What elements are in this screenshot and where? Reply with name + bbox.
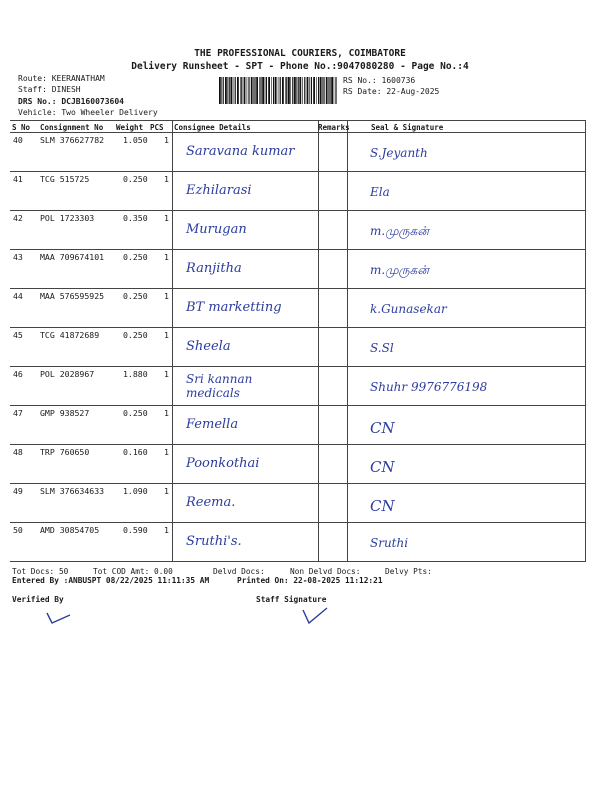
pieces-count: 1 [164,213,169,223]
drs-number: DRS No.: DCJB160073604 [18,97,124,106]
consignee-name: Sruthi's. [186,534,242,549]
col-header-weight: Weight [116,123,144,132]
weight-value: 0.250 [123,330,148,340]
recipient-signature: Ela [370,185,390,199]
row-divider [10,561,585,562]
rs-date: RS Date: 22-Aug-2025 [343,87,440,96]
printed-on: Printed On: 22-08-2025 11:12:21 [237,576,383,585]
row-divider [10,171,585,172]
column-divider [347,120,348,562]
total-docs: Tot Docs: 50 [12,567,69,576]
verified-by-label: Verified By [12,595,64,604]
consignment-number: TRP 760650 [40,447,90,457]
serial-number: 44 [13,291,23,301]
recipient-signature: k.Gunasekar [370,302,447,316]
row-divider [10,210,585,211]
column-divider [318,120,319,562]
consignment-number: MAA 576595925 [40,291,105,301]
consignment-number: AMD 30854705 [40,525,100,535]
pieces-count: 1 [164,135,169,145]
verified-tick-mark [44,607,74,627]
col-header-seal: Seal & Signature [371,123,444,132]
row-divider [10,483,585,484]
consignment-number: GMP 938527 [40,408,90,418]
runsheet-subtitle: Delivery Runsheet - SPT - Phone No.:9047080280 - Page No.:4 [131,61,469,72]
weight-value: 0.250 [123,408,148,418]
row-divider [10,288,585,289]
consignment-number: POL 2028967 [40,369,95,379]
total-cod: Tot COD Amt: 0.00 [93,567,173,576]
pieces-count: 1 [164,525,169,535]
recipient-signature: CN [370,497,395,515]
vehicle-label: Vehicle: Two Wheeler Delivery [18,108,158,117]
staff-signature-label: Staff Signature [256,595,327,604]
recipient-signature: S.Jeyanth [370,146,428,160]
serial-number: 43 [13,252,23,262]
weight-value: 0.160 [123,447,148,457]
recipient-signature: Shuhr 9976776198 [370,380,488,394]
recipient-signature: m.முருகன் [370,224,429,238]
weight-value: 1.090 [123,486,148,496]
pieces-count: 1 [164,408,169,418]
pieces-count: 1 [164,291,169,301]
weight-value: 0.350 [123,213,148,223]
weight-value: 0.250 [123,291,148,301]
staff-tick-mark [300,605,330,627]
consignee-name: Sheela [186,339,231,354]
recipient-signature: CN [370,419,395,437]
route-label: Route: KEERANATHAM [18,74,105,83]
serial-number: 42 [13,213,23,223]
col-header-pcs: PCS [150,123,164,132]
weight-value: 0.250 [123,252,148,262]
consignee-name: Femella [186,417,239,432]
staff-label: Staff: DINESH [18,85,81,94]
serial-number: 41 [13,174,23,184]
pieces-count: 1 [164,447,169,457]
col-header-consignment: Consignment No [40,123,104,132]
serial-number: 48 [13,447,23,457]
pieces-count: 1 [164,486,169,496]
weight-value: 0.590 [123,525,148,535]
consignment-number: SLM 376634633 [40,486,105,496]
row-divider [10,366,585,367]
recipient-signature: S.Sl [370,341,394,355]
consignee-name: BT marketting [186,300,282,315]
row-divider [10,405,585,406]
entered-by: Entered By :ANBUSPT 08/22/2025 11:11:35 AM [12,576,210,585]
rs-number: RS No.: 1600736 [343,76,416,85]
recipient-signature: Sruthi [370,536,409,550]
table-header-rule [10,132,585,133]
consignment-number: TCG 41872689 [40,330,100,340]
weight-value: 1.880 [123,369,148,379]
delivered-docs: Delvd Docs: [213,567,265,576]
delivery-points: Delvy Pts: [385,567,432,576]
weight-value: 0.250 [123,174,148,184]
consignee-name: Sri kannan medicals [186,372,253,400]
serial-number: 50 [13,525,23,535]
serial-number: 49 [13,486,23,496]
recipient-signature: m.முருகன் [370,263,429,277]
column-divider [172,120,173,562]
consignee-name: Ranjitha [186,261,242,276]
non-delivered-docs: Non Delvd Docs: [290,567,361,576]
col-header-remarks: Remarks [318,123,350,132]
pieces-count: 1 [164,369,169,379]
consignment-number: POL 1723303 [40,213,95,223]
row-divider [10,522,585,523]
weight-value: 1.050 [123,135,148,145]
consignee-name: Ezhilarasi [186,183,252,198]
row-divider [10,327,585,328]
serial-number: 45 [13,330,23,340]
pieces-count: 1 [164,252,169,262]
consignee-name: Poonkothai [186,456,260,471]
consignment-number: TCG 515725 [40,174,90,184]
barcode-image [219,77,337,104]
row-divider [10,249,585,250]
col-header-consignee: Consignee Details [174,123,251,132]
col-header-sno: S No [12,123,31,132]
serial-number: 40 [13,135,23,145]
consignee-name: Saravana kumar [186,144,295,159]
column-divider [585,120,586,562]
consignment-number: SLM 376627782 [40,135,105,145]
pieces-count: 1 [164,174,169,184]
consignee-name: Murugan [186,222,247,237]
serial-number: 46 [13,369,23,379]
recipient-signature: CN [370,458,395,476]
consignment-number: MAA 709674101 [40,252,105,262]
consignee-name: Reema. [186,495,236,510]
table-top-rule [10,120,585,121]
pieces-count: 1 [164,330,169,340]
row-divider [10,444,585,445]
company-title: THE PROFESSIONAL COURIERS, COIMBATORE [194,48,406,59]
serial-number: 47 [13,408,23,418]
